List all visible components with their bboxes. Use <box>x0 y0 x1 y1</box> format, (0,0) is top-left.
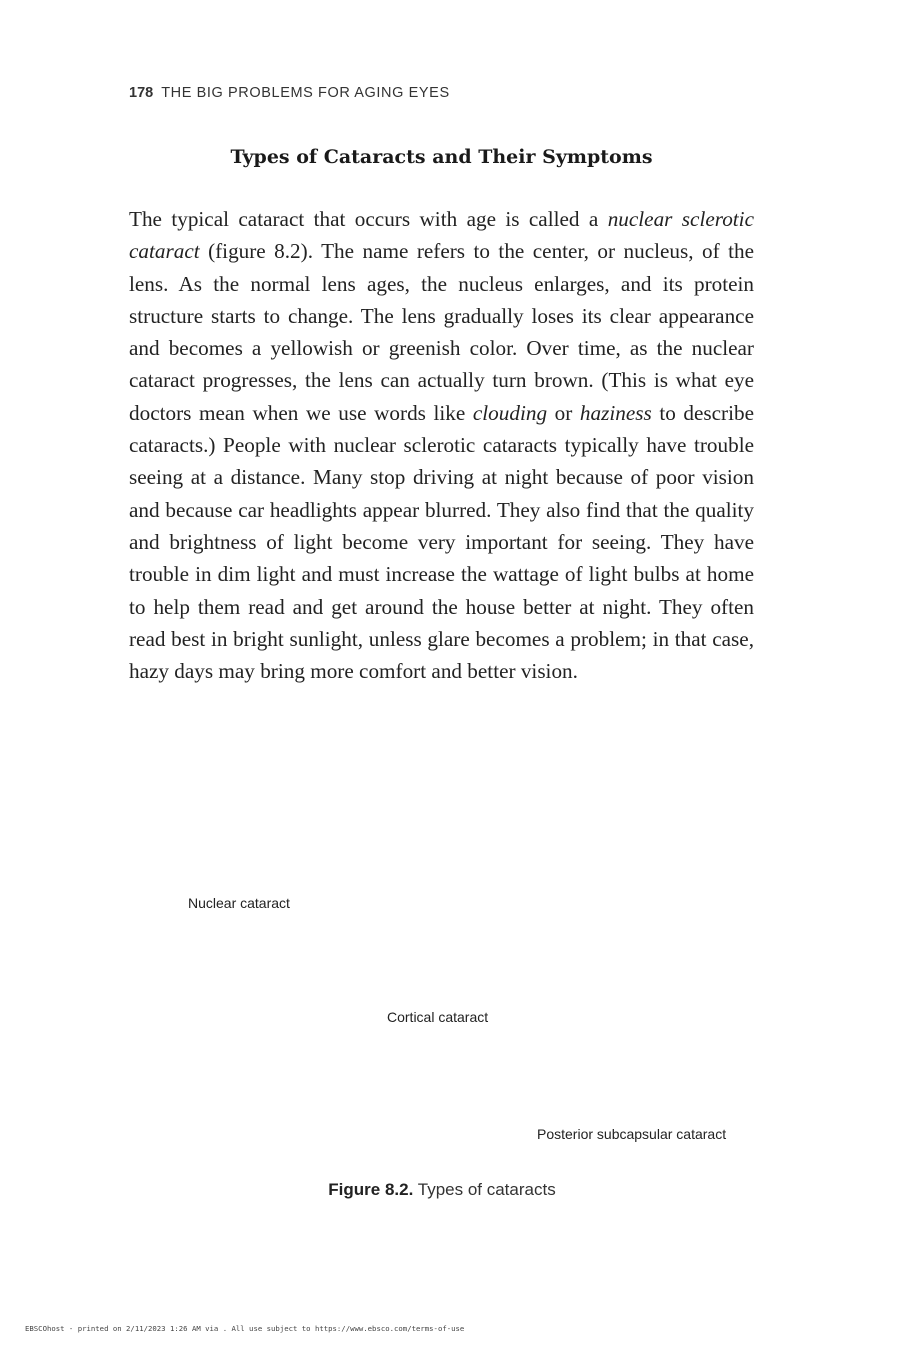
paragraph-run-italic: haziness <box>579 400 652 425</box>
paragraph-run: The typical cataract that occurs with age is called a <box>129 207 608 231</box>
paragraph-run: to describe cataracts.) People with nuclear sclerotic cataracts typically have trouble seeing at a distance. Many stop driving at night because of poor vision and because car headlights appear blurred. They also find that the quality and brightness of light become very important for seeing. They have trouble in dim light and must increase the wattage of light bulbs at home to help them read and get around the house better at night. They often read best in bright sunlight, unless glare becomes a problem; in that case, hazy days may bring more comfort and better vision. <box>129 400 754 684</box>
body-paragraph <box>129 203 754 687</box>
paragraph-run-italic: nuclear sclerotic cataract <box>129 207 754 264</box>
figure-caption-number: Figure 8.2. <box>328 1180 414 1199</box>
figure-label-posterior: Posterior subcapsular cataract <box>537 1126 727 1142</box>
page-number: 178 <box>129 85 154 101</box>
figure-label-nuclear: Nuclear cataract <box>188 895 290 911</box>
paragraph-run-italic: clouding <box>472 400 548 425</box>
paragraph-run: (figure 8.2). The name refers to the center, or nucleus, of the lens. As the normal lens ages, the nucleus enlarges, and its protein structure starts to change. The lens gradually loses its clear appearance and becomes a yellowish or greenish color. Over time, as the nuclear cataract progresses, the lens can actually turn brown. (This is what eye doctors mean when we use words like <box>129 239 754 425</box>
running-head <box>129 85 450 101</box>
figure-label-cortical: Cortical cataract <box>387 1009 489 1025</box>
figure-caption <box>0 1180 884 1200</box>
section-heading: Types of Cataracts and Their Symptoms <box>230 146 653 168</box>
figure-caption-text: Types of cataracts <box>417 1180 556 1199</box>
print-footer: EBSCOhost - printed on 2/11/2023 1:26 AM via . All use subject to https://www.ebsco.com/terms-of-use <box>25 1324 465 1333</box>
paragraph-run: or <box>547 400 580 425</box>
running-title: THE BIG PROBLEMS FOR AGING EYES <box>161 85 450 101</box>
